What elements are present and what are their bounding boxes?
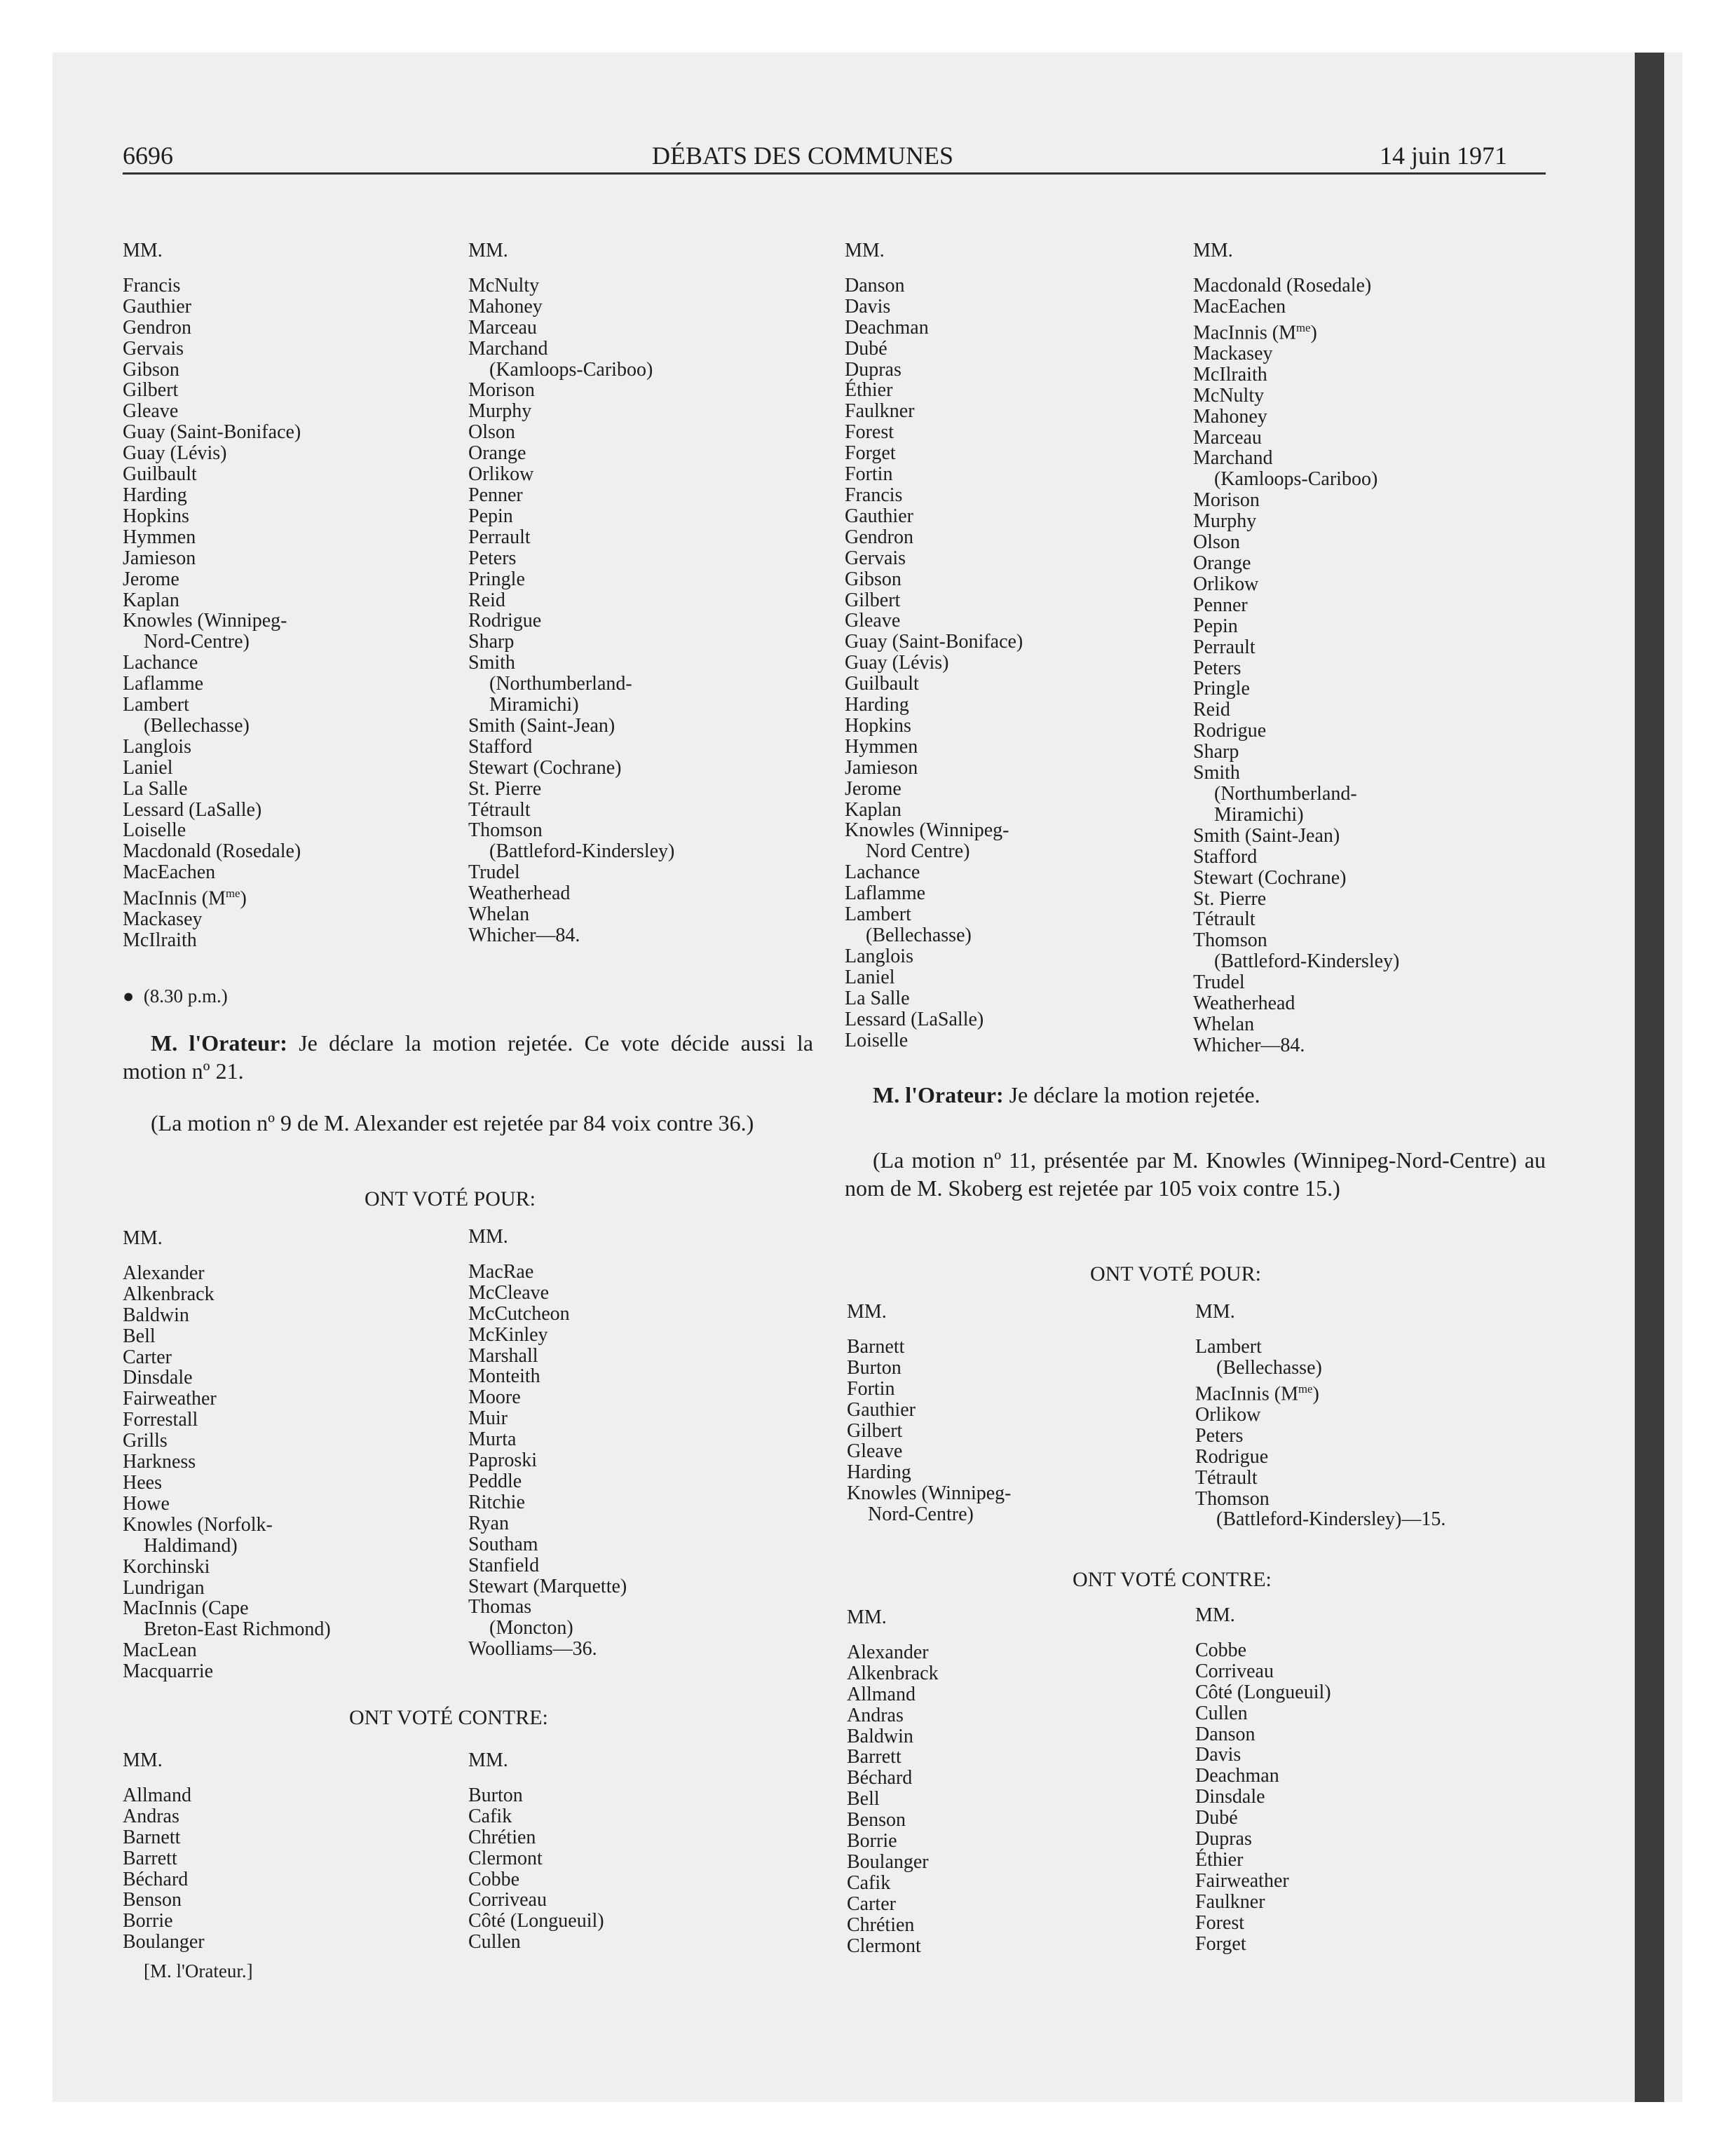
member-name: Nord-Centre) [144, 631, 250, 653]
member-name: Orlikow [1195, 1403, 1261, 1426]
member-name: Cafik [847, 1871, 891, 1894]
member-name: Southam [468, 1533, 538, 1555]
member-name: MacRae [468, 1260, 534, 1283]
member-name: Deachman [845, 316, 929, 339]
member-name: Harkness [123, 1451, 196, 1473]
member-name: Stanfield [468, 1554, 540, 1576]
mm-label: MM. [123, 1749, 163, 1771]
member-name: McIlraith [1193, 363, 1267, 386]
member-name: Bell [123, 1325, 156, 1347]
member-name: Kaplan [123, 589, 179, 611]
member-name: Peddle [468, 1470, 522, 1492]
member-name: Guay (Saint-Boniface) [123, 421, 301, 444]
member-name: Cobbe [468, 1868, 520, 1890]
right-pour-col1 [847, 1302, 1176, 1525]
member-name: Gibson [845, 568, 901, 590]
contre-heading-right: ONT VOTÉ CONTRE: [1073, 1568, 1272, 1591]
member-name: Jamieson [845, 756, 918, 779]
member-name: Thomson [468, 819, 543, 842]
member-name: Cullen [1195, 1702, 1248, 1724]
member-name: St. Pierre [468, 777, 542, 800]
member-name: Lessard (LaSalle) [845, 1008, 984, 1030]
member-name: Béchard [123, 1868, 189, 1890]
member-name: Gilbert [845, 589, 901, 611]
member-name: Gleave [123, 400, 179, 423]
member-name: Smith (Saint-Jean) [468, 714, 615, 737]
member-name: Hopkins [845, 714, 911, 737]
right-vote-list-col2 [1193, 240, 1523, 1056]
pour-heading-left: ONT VOTÉ POUR: [365, 1187, 536, 1210]
member-name: Guay (Lévis) [123, 442, 227, 465]
member-name: McIlraith [123, 929, 197, 952]
member-name: MacEachen [123, 861, 216, 884]
member-name: Barnett [123, 1826, 181, 1848]
member-name: Stafford [1193, 845, 1258, 868]
member-name: Gervais [123, 337, 184, 360]
member-name: Marceau [468, 316, 537, 339]
member-name: Orlikow [468, 463, 534, 486]
member-name: Jerome [123, 568, 179, 590]
member-name: Macdonald (Rosedale) [1193, 274, 1372, 296]
member-name: Davis [1195, 1744, 1241, 1766]
page-title: DÉBATS DES COMMUNES [652, 142, 954, 170]
member-name: Gilbert [123, 379, 179, 402]
member-name: Dupras [845, 358, 901, 381]
member-name: McNulty [468, 274, 540, 296]
member-name: Corriveau [468, 1889, 547, 1911]
member-name: Dinsdale [123, 1367, 193, 1389]
member-name: MacInnis $(M^{me})$ [123, 887, 247, 910]
member-name: Macdonald (Rosedale) [123, 840, 301, 863]
member-name: Faulkner [1195, 1890, 1265, 1913]
member-name: Clermont [847, 1935, 921, 1957]
member-name: (Bellechasse) [1216, 1356, 1322, 1379]
motion-result-right: (La motion nº 11, présentée par M. Knowles (Winnipeg-Nord-Centre) au nom de M. Skoberg est rejetée par 105 voix contre 15.) [845, 1147, 1546, 1201]
member-name: Boulanger [123, 1931, 205, 1953]
member-name: Whicher—84. [468, 925, 580, 946]
member-name: Corriveau [1195, 1660, 1274, 1682]
member-name: Weatherhead [468, 882, 571, 905]
member-name: Whicher—84. [1193, 1034, 1305, 1056]
member-name: Forget [1195, 1932, 1246, 1955]
member-name: Harding [847, 1461, 911, 1484]
member-name: Thomson [1193, 929, 1267, 952]
member-name: Moore [468, 1386, 521, 1409]
member-name: Nord-Centre) [868, 1503, 974, 1526]
footer-note: [M. l'Orateur.] [144, 1960, 253, 1981]
member-name: Langlois [123, 735, 191, 758]
member-name: Gauthier [123, 295, 191, 318]
member-name: McKinley [468, 1323, 548, 1346]
member-name: Guilbault [123, 463, 197, 486]
speaker-statement-left [123, 1029, 813, 1085]
member-name: Mackasey [123, 908, 203, 931]
member-name: Cobbe [1195, 1639, 1247, 1661]
member-name: Carter [123, 1346, 172, 1368]
member-name: Knowles (Winnipeg- [847, 1482, 1012, 1505]
mm-label: MM. [1195, 1604, 1235, 1626]
page-date: 14 juin 1971 [1380, 142, 1508, 170]
member-name: Murta [468, 1428, 517, 1451]
right-contre-col2 [1195, 1605, 1525, 1955]
member-name: Tétrault [1193, 908, 1256, 931]
member-name: Laniel [845, 966, 895, 988]
member-name: Forest [1195, 1911, 1244, 1934]
mm-label: MM. [468, 1226, 508, 1248]
member-name: Andras [847, 1704, 904, 1726]
member-name: Howe [123, 1492, 170, 1515]
member-name: Woolliams—36. [468, 1638, 597, 1660]
member-name: Rodrigue [1193, 720, 1267, 742]
member-name: (Northumberland- [1214, 782, 1357, 805]
right-pour-col2 [1195, 1302, 1525, 1530]
member-name: Carter [847, 1892, 896, 1915]
member-name: Dupras [1195, 1828, 1252, 1850]
member-name: Thomson [1195, 1487, 1270, 1510]
member-name: Lundrigan [123, 1576, 205, 1599]
member-name: Forrestall [123, 1409, 198, 1431]
member-name: Barrett [847, 1746, 901, 1768]
member-name: Peters [1193, 657, 1241, 679]
member-name: Guay (Lévis) [845, 652, 949, 674]
member-name: Burton [468, 1784, 523, 1806]
member-name: McCleave [468, 1281, 550, 1304]
left-pour-col1 [123, 1228, 452, 1682]
left-pour-col2 [468, 1227, 798, 1660]
member-name: Murphy [468, 400, 532, 423]
member-name: Knowles (Winnipeg- [123, 610, 287, 632]
member-name: Gendron [845, 526, 913, 548]
member-name: Thomas [468, 1596, 532, 1618]
left-vote-list-col1 [123, 240, 452, 951]
member-name: Danson [1195, 1723, 1256, 1745]
member-name: Gendron [123, 316, 191, 339]
member-name: Allmand [847, 1683, 916, 1705]
member-name: Knowles (Norfolk- [123, 1513, 273, 1536]
member-name: Guilbault [845, 673, 919, 695]
member-name: MacLean [123, 1639, 197, 1662]
member-name: Weatherhead [1193, 992, 1295, 1015]
mm-label: MM. [847, 1606, 887, 1628]
left-contre-col1 [123, 1750, 452, 1953]
member-name: (Battleford-Kindersley)—15. [1216, 1508, 1446, 1531]
mm-label: MM. [847, 1301, 887, 1323]
member-name: Whelan [468, 903, 530, 926]
member-name: Côté (Longueuil) [468, 1910, 604, 1932]
member-name: Côté (Longueuil) [1195, 1681, 1331, 1703]
member-name: (Kamloops-Cariboo) [489, 358, 653, 381]
member-name: Pringle [468, 568, 525, 590]
member-name: Tétrault [468, 798, 531, 821]
member-name: Monteith [468, 1365, 540, 1388]
member-name: Bell [847, 1788, 880, 1810]
member-name: Penner [1193, 594, 1248, 616]
member-name: Sharp [468, 631, 515, 653]
member-name: Nord Centre) [866, 840, 970, 863]
member-name: Pepin [1193, 615, 1238, 637]
mm-label: MM. [1193, 240, 1233, 261]
mm-label: MM. [845, 240, 885, 261]
member-name: Stafford [468, 735, 533, 758]
member-name: Harding [123, 484, 187, 506]
member-name: La Salle [123, 777, 188, 800]
member-name: (Bellechasse) [866, 925, 972, 946]
member-name: Macquarrie [123, 1660, 214, 1683]
member-name: La Salle [845, 987, 910, 1009]
member-name: Breton-East Richmond) [144, 1618, 331, 1641]
member-name: Whelan [1193, 1013, 1255, 1035]
member-name: Francis [845, 484, 903, 506]
member-name: (Kamloops-Cariboo) [1214, 468, 1378, 491]
motion-result-left: (La motion nº 9 de M. Alexander est rejetée par 84 voix contre 36.) [151, 1110, 754, 1135]
member-name: Barrett [123, 1847, 177, 1869]
member-name: Ritchie [468, 1491, 525, 1513]
mm-label: MM. [123, 240, 163, 261]
member-name: Reid [468, 589, 505, 611]
member-name: Béchard [847, 1767, 913, 1789]
member-name: Lambert [123, 694, 189, 716]
member-name: Laflamme [123, 673, 204, 695]
member-name: Perrault [1193, 636, 1256, 658]
member-name: Smith [468, 652, 515, 674]
member-name: Olson [468, 421, 515, 444]
member-name: Stewart (Cochrane) [468, 756, 622, 779]
member-name: Trudel [468, 861, 520, 884]
member-name: Lessard (LaSalle) [123, 798, 262, 821]
member-name: Gauthier [845, 505, 913, 527]
member-name: Fortin [847, 1377, 895, 1400]
member-name: Perrault [468, 526, 531, 548]
mm-label: MM. [468, 240, 508, 261]
member-name: Marceau [1193, 426, 1262, 449]
member-name: Hymmen [845, 735, 918, 758]
right-contre-col1 [847, 1607, 1176, 1957]
member-name: Rodrigue [468, 610, 542, 632]
member-name: Gleave [847, 1440, 903, 1463]
contre-heading-left: ONT VOTÉ CONTRE: [349, 1706, 548, 1729]
member-name: Gauthier [847, 1398, 916, 1421]
header-rule [123, 172, 1546, 175]
member-name: Cullen [468, 1931, 521, 1953]
speaker-label: M. l'Orateur: [151, 1030, 287, 1056]
member-name: Baldwin [847, 1725, 913, 1747]
member-name: (Battleford-Kindersley) [1214, 950, 1400, 973]
member-name: Smith [1193, 762, 1240, 784]
member-name: Mahoney [1193, 405, 1267, 428]
member-name: Davis [845, 295, 891, 318]
member-name: Alkenbrack [847, 1662, 939, 1684]
member-name: Pepin [468, 505, 513, 527]
member-name: Penner [468, 484, 523, 506]
member-name: Pringle [1193, 678, 1250, 700]
member-name: Sharp [1193, 741, 1239, 763]
member-name: MacInnis $(M^{me})$ [1193, 320, 1317, 344]
member-name: Burton [847, 1356, 901, 1379]
member-name: Orange [1193, 552, 1251, 575]
member-name: Jamieson [123, 547, 196, 569]
member-name: Fairweather [1195, 1869, 1289, 1892]
member-name: Borrie [123, 1910, 173, 1932]
member-name: Gibson [123, 358, 179, 381]
member-name: Trudel [1193, 971, 1245, 994]
member-name: Marchand [468, 337, 548, 360]
member-name: Loiselle [845, 1029, 909, 1051]
member-name: (Bellechasse) [144, 714, 250, 737]
member-name: Muir [468, 1407, 508, 1430]
member-name: Peters [1195, 1424, 1244, 1447]
member-name: Lachance [123, 652, 198, 674]
member-name: Baldwin [123, 1304, 189, 1326]
speaker-text: Je déclare la motion rejetée. Ce vote décide aussi la motion nº 21. [123, 1030, 814, 1084]
member-name: Orange [468, 442, 526, 465]
member-name: Haldimand) [144, 1534, 238, 1557]
member-name: Francis [123, 274, 181, 296]
member-name: Kaplan [845, 798, 901, 821]
member-name: MacInnis $(M^{me})$ [1195, 1381, 1319, 1405]
member-name: Stewart (Cochrane) [1193, 866, 1347, 889]
member-name: Laflamme [845, 882, 926, 905]
member-name: Paproski [468, 1449, 537, 1472]
time-text: (8.30 p.m.) [143, 985, 228, 1007]
member-name: MacEachen [1193, 295, 1286, 318]
member-name: Smith (Saint-Jean) [1193, 824, 1340, 847]
member-name: Knowles (Winnipeg- [845, 819, 1009, 842]
member-name: MacInnis (Cape [123, 1597, 249, 1620]
member-name: Miramichi) [489, 694, 579, 716]
member-name: Fairweather [123, 1388, 217, 1410]
left-vote-list-col2 [468, 240, 798, 946]
mm-label: MM. [468, 1749, 508, 1771]
scan-edge [1635, 53, 1664, 2102]
mm-label: MM. [123, 1227, 163, 1249]
member-name: Hopkins [123, 505, 189, 527]
member-name: Benson [123, 1889, 182, 1911]
member-name: Mackasey [1193, 342, 1273, 364]
member-name: Hees [123, 1471, 162, 1494]
member-name: (Battleford-Kindersley) [489, 840, 675, 863]
member-name: Barnett [847, 1335, 905, 1358]
member-name: Morison [1193, 489, 1260, 512]
speaker-label: M. l'Orateur: [873, 1082, 1004, 1107]
member-name: Lambert [1195, 1335, 1262, 1358]
speaker-text: Je déclare la motion rejetée. [1009, 1082, 1260, 1107]
member-name: Orlikow [1193, 573, 1259, 595]
member-name: Forget [845, 442, 896, 465]
member-name: Guay (Saint-Boniface) [845, 631, 1023, 653]
member-name: Stewart (Marquette) [468, 1575, 627, 1597]
member-name: Gilbert [847, 1419, 903, 1442]
member-name: Allmand [123, 1784, 191, 1806]
member-name: Hymmen [123, 526, 196, 548]
member-name: Mahoney [468, 295, 543, 318]
member-name: Morison [468, 379, 535, 402]
time-marker [123, 985, 228, 1007]
member-name: Marshall [468, 1344, 538, 1367]
member-name: Borrie [847, 1830, 897, 1853]
speaker-statement-right [845, 1081, 1546, 1109]
member-name: McCutcheon [468, 1302, 570, 1325]
member-name: Ryan [468, 1512, 509, 1534]
member-name: Alexander [847, 1641, 929, 1663]
member-name: Forest [845, 421, 894, 444]
member-name: Laniel [123, 756, 173, 779]
member-name: Korchinski [123, 1555, 210, 1578]
member-name: Rodrigue [1195, 1445, 1269, 1468]
member-name: Danson [845, 274, 905, 296]
member-name: Lambert [845, 903, 911, 926]
member-name: Éthier [1195, 1848, 1244, 1871]
bullet-icon: ● [123, 985, 135, 1007]
member-name: Andras [123, 1805, 179, 1827]
member-name: Dubé [845, 337, 887, 360]
member-name: McNulty [1193, 384, 1265, 407]
member-name: Murphy [1193, 510, 1257, 533]
right-vote-list-col1 [845, 240, 1174, 1051]
mm-label: MM. [1195, 1301, 1235, 1323]
member-name: Lachance [845, 861, 920, 884]
member-name: Olson [1193, 531, 1240, 554]
member-name: Gervais [845, 547, 906, 569]
member-name: Miramichi) [1214, 803, 1304, 826]
member-name: Tétrault [1195, 1466, 1258, 1489]
member-name: Dinsdale [1195, 1786, 1265, 1808]
member-name: Alexander [123, 1262, 205, 1284]
member-name: Marchand [1193, 447, 1273, 470]
member-name: Faulkner [845, 400, 915, 423]
member-name: Alkenbrack [123, 1283, 215, 1305]
member-name: St. Pierre [1193, 887, 1267, 910]
member-name: Deachman [1195, 1765, 1279, 1787]
member-name: Dubé [1195, 1807, 1238, 1829]
member-name: Clermont [468, 1847, 543, 1869]
member-name: Éthier [845, 379, 893, 402]
member-name: Langlois [845, 945, 913, 967]
member-name: Loiselle [123, 819, 186, 842]
member-name: Cafik [468, 1805, 512, 1827]
member-name: Reid [1193, 699, 1230, 721]
page-number: 6696 [123, 142, 173, 170]
pour-heading-right: ONT VOTÉ POUR: [1090, 1262, 1261, 1285]
member-name: Peters [468, 547, 517, 569]
member-name: Boulanger [847, 1850, 929, 1873]
member-name: Harding [845, 694, 909, 716]
member-name: Grills [123, 1430, 168, 1452]
left-contre-col2 [468, 1750, 798, 1953]
member-name: Jerome [845, 777, 901, 800]
member-name: (Moncton) [489, 1617, 573, 1639]
member-name: Gleave [845, 610, 901, 632]
member-name: Chrétien [847, 1913, 915, 1936]
member-name: (Northumberland- [489, 673, 632, 695]
member-name: Fortin [845, 463, 893, 486]
member-name: Benson [847, 1809, 906, 1831]
member-name: Chrétien [468, 1826, 536, 1848]
